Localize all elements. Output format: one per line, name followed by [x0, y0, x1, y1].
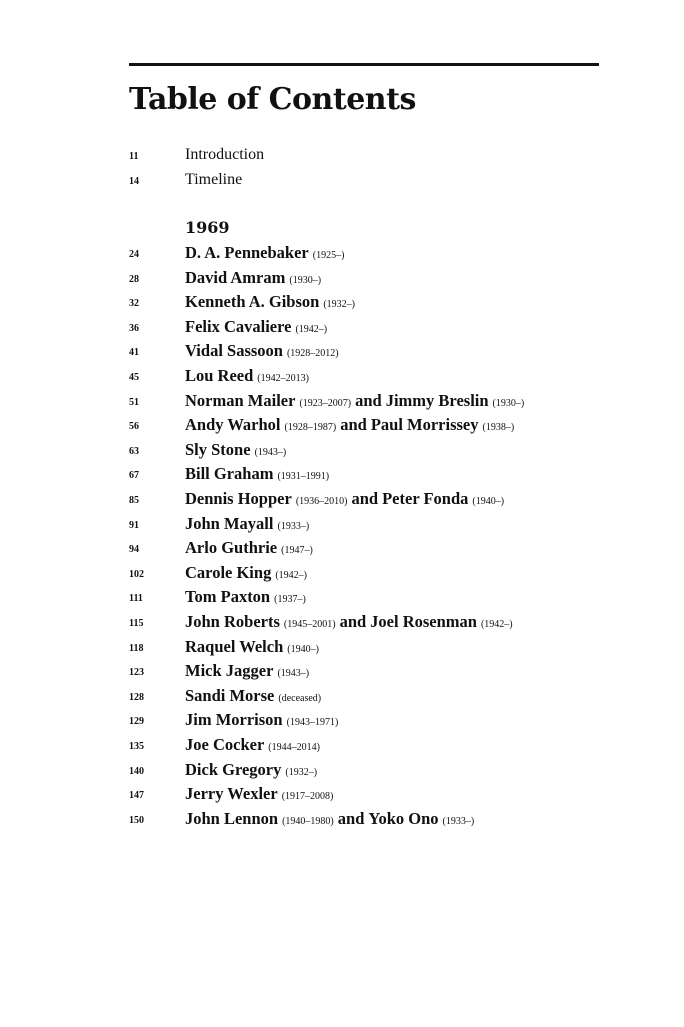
page-number: 150	[129, 814, 144, 826]
entry	[185, 562, 307, 587]
life-dates: (1945–2001)	[283, 619, 336, 630]
page-number: 128	[129, 691, 144, 703]
entry	[185, 488, 504, 513]
life-dates: (1938–)	[482, 422, 515, 434]
person-name: Dennis Hopper	[185, 489, 292, 508]
entry	[185, 808, 474, 833]
person-name: Joel Rosenman	[370, 612, 477, 631]
contents-row	[0, 734, 684, 758]
life-dates: (1931–1991)	[277, 471, 330, 483]
person-name: Sly Stone	[185, 439, 251, 459]
life-dates: (1942–)	[295, 323, 328, 335]
life-dates: (1932–)	[285, 766, 318, 778]
page-number: 129	[129, 716, 144, 728]
person-name: Yoko Ono	[368, 808, 439, 828]
entry	[185, 242, 344, 267]
contents-row	[0, 586, 684, 610]
page-title: Table of Contents	[129, 82, 416, 117]
person-name: John Mayall	[185, 513, 274, 533]
life-dates: (1928–2012)	[286, 348, 339, 360]
contents-row	[0, 169, 684, 193]
page-number: 147	[129, 790, 144, 802]
contents-row	[0, 414, 684, 438]
page-number: 123	[129, 667, 144, 679]
section-heading: 1969	[185, 218, 230, 237]
contents-row	[0, 562, 684, 586]
contents-row	[0, 685, 684, 709]
page-number: 67	[129, 470, 139, 482]
contents-row	[0, 808, 684, 832]
top-rule	[129, 63, 599, 66]
entry	[185, 709, 338, 734]
contents-row	[0, 316, 684, 340]
life-dates: (1940–)	[472, 496, 505, 507]
life-dates: (1943–)	[277, 668, 310, 680]
page-number: 115	[129, 618, 144, 629]
contents-row	[0, 513, 684, 537]
person-name: Arlo Guthrie	[185, 538, 278, 558]
life-dates: (1917–2008)	[281, 791, 334, 803]
entry	[185, 685, 321, 710]
life-dates: (1942–)	[275, 569, 307, 581]
life-dates: (1928–1987)	[284, 422, 337, 434]
person-name: Felix Cavaliere	[185, 316, 292, 336]
entry	[185, 734, 320, 759]
contents-row	[0, 709, 684, 733]
contents-row	[0, 660, 684, 684]
life-dates: (1943–)	[254, 446, 287, 458]
entry	[185, 439, 286, 464]
person-name: Mick Jagger	[185, 661, 274, 681]
life-dates: (1933–)	[277, 520, 310, 532]
conjunction: and	[339, 612, 367, 631]
page-number: 91	[129, 519, 139, 531]
entry	[185, 390, 524, 415]
contents-row	[0, 242, 684, 266]
person-name: D. A. Pennebaker	[185, 243, 309, 262]
life-dates: (1943–1971)	[286, 717, 339, 729]
person-name: Kenneth A. Gibson	[185, 292, 320, 312]
page-number: 102	[129, 568, 144, 580]
page-number: 135	[129, 741, 144, 752]
person-name: John Roberts	[185, 612, 280, 631]
person-name: Andy Warhol	[185, 415, 281, 435]
page-number: 63	[129, 445, 139, 457]
contents-row	[0, 365, 684, 389]
life-dates: (1942–)	[480, 619, 513, 630]
entry	[185, 586, 306, 611]
entry	[185, 636, 319, 661]
page-number: 28	[129, 273, 139, 285]
contents-row	[0, 463, 684, 487]
contents-row	[0, 537, 684, 561]
person-name: Sandi Morse	[185, 685, 275, 705]
life-dates: (1936–2010)	[295, 496, 348, 507]
person-name: Paul Morrissey	[370, 415, 479, 435]
page-number: 14	[129, 176, 139, 187]
contents-row	[0, 783, 684, 807]
entry	[185, 267, 321, 292]
person-name: Lou Reed	[185, 366, 254, 385]
entry	[185, 660, 309, 685]
person-name: Jerry Wexler	[185, 784, 278, 804]
contents-row	[0, 267, 684, 291]
person-name: Joe Cocker	[185, 735, 265, 754]
person-name: Tom Paxton	[185, 587, 271, 607]
page-number: 24	[129, 249, 139, 260]
page-number: 51	[129, 396, 139, 408]
entry	[185, 365, 309, 390]
page-number: 32	[129, 298, 139, 310]
life-dates: (1937–)	[274, 594, 306, 606]
page-number: 94	[129, 544, 139, 556]
life-dates: (1930–)	[492, 397, 525, 409]
person-name: Norman Mailer	[185, 390, 296, 410]
life-dates: (1947–)	[281, 545, 313, 557]
page-number: 41	[129, 347, 139, 359]
page-number: 111	[129, 593, 143, 605]
page-number: 140	[129, 765, 144, 777]
entry	[185, 463, 329, 488]
life-dates: (1940–)	[287, 643, 319, 655]
life-dates: (1944–2014)	[268, 742, 320, 753]
page-number: 85	[129, 495, 139, 506]
entry	[185, 316, 327, 341]
life-dates: (1930–)	[289, 274, 322, 286]
person-name: Vidal Sassoon	[185, 341, 283, 361]
conjunction: and	[355, 390, 382, 410]
page-number: 56	[129, 421, 139, 433]
life-dates: (1940–1980)	[282, 815, 334, 827]
life-dates: (1942–2013)	[257, 373, 309, 384]
person-name: Carole King	[185, 562, 272, 582]
person-name: David Amram	[185, 267, 286, 287]
person-name: Dick Gregory	[185, 759, 282, 779]
contents-row	[0, 291, 684, 315]
entry	[185, 783, 333, 808]
life-dates: (1925–)	[312, 250, 345, 261]
life-dates: (1933–)	[442, 815, 475, 827]
life-dates: (deceased)	[278, 692, 322, 704]
page-number: 118	[129, 642, 144, 654]
contents-row	[0, 340, 684, 364]
contents-row	[0, 390, 684, 414]
contents-row	[0, 636, 684, 660]
page-number: 11	[129, 151, 139, 162]
entry	[185, 611, 513, 636]
entry	[185, 414, 514, 439]
person-name: Raquel Welch	[185, 636, 284, 656]
entry	[185, 340, 339, 365]
entry	[185, 291, 355, 316]
entry	[185, 537, 313, 562]
person-name: Jim Morrison	[185, 710, 283, 730]
life-dates: (1932–)	[323, 299, 356, 311]
person-name: Bill Graham	[185, 464, 274, 484]
page-number: 36	[129, 322, 139, 334]
contents-row	[0, 144, 684, 168]
contents-row	[0, 611, 684, 635]
entry-label: Timeline	[185, 171, 243, 188]
contents-row	[0, 488, 684, 512]
person-name: John Lennon	[185, 808, 279, 828]
contents-row	[0, 759, 684, 783]
conjunction: and	[337, 808, 365, 828]
life-dates: (1923–2007)	[299, 397, 352, 409]
contents-row	[0, 439, 684, 463]
entry	[185, 759, 317, 784]
conjunction: and	[340, 415, 367, 435]
conjunction: and	[351, 489, 379, 508]
entry-label: Introduction	[185, 146, 265, 163]
page-number: 45	[129, 372, 139, 383]
person-name: Jimmy Breslin	[385, 390, 489, 410]
person-name: Peter Fonda	[382, 489, 469, 508]
entry	[185, 513, 309, 538]
